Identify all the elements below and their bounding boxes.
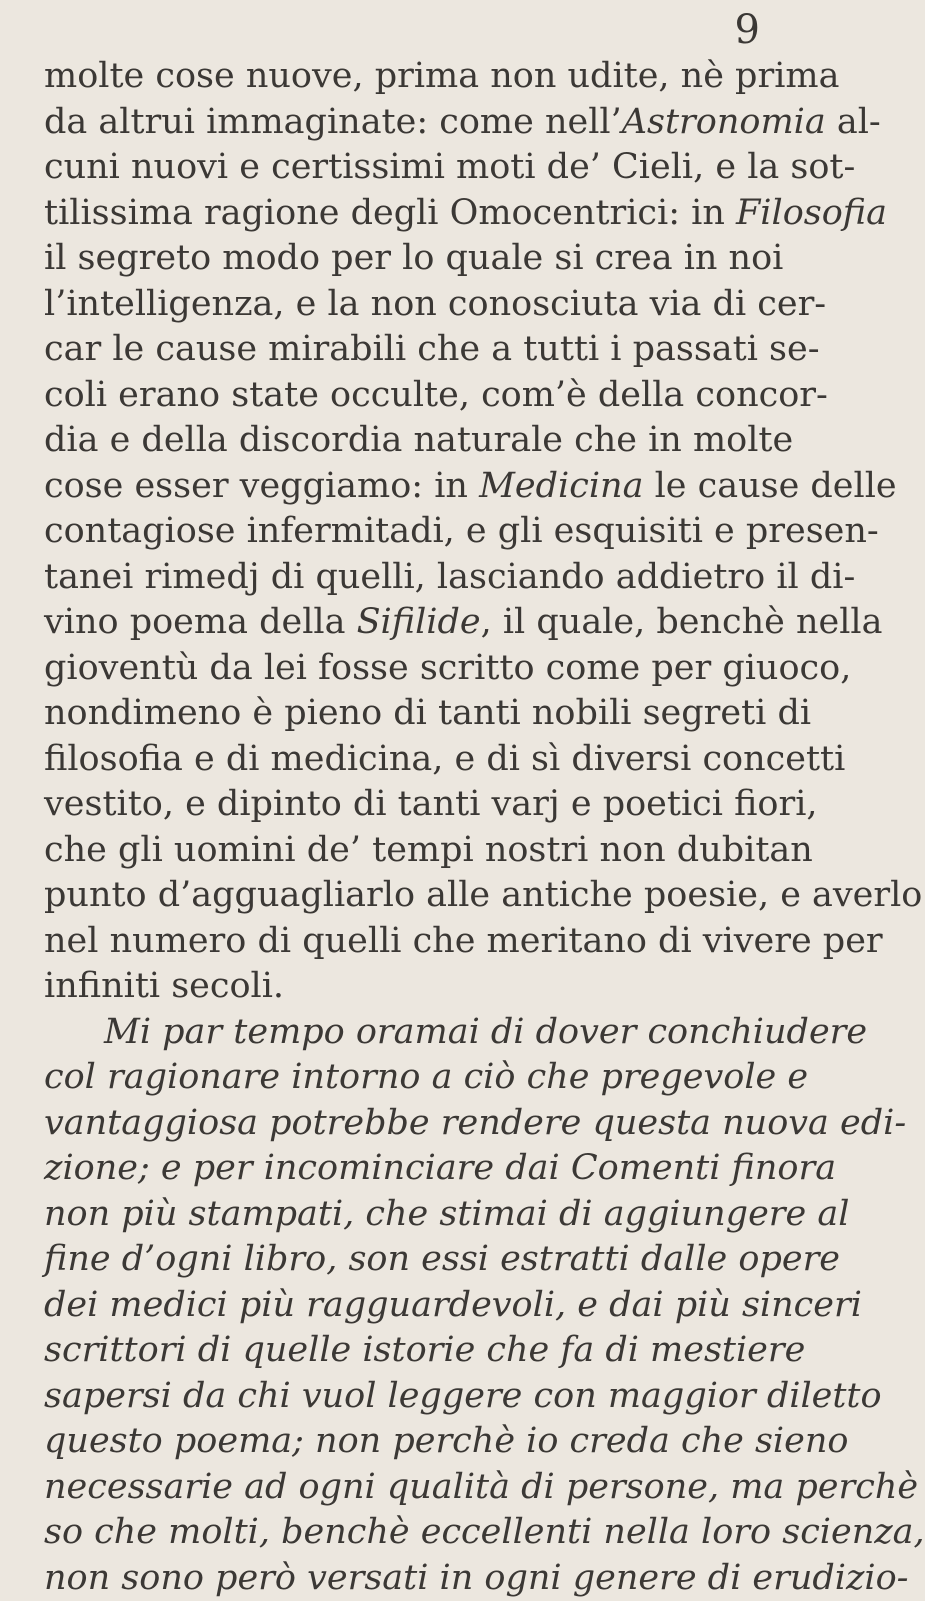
text-line [44,282,760,328]
text-segment: punto d’agguagliarlo alle antiche poesie, e averlo [44,875,922,915]
text-line [44,782,760,828]
text-line: non sono però versati in ogni genere di erudizio- [44,1556,760,1601]
italic-term: Medicina [479,466,643,506]
text-line [44,373,760,419]
text-line [44,646,760,692]
paragraph-2 [44,1010,760,1601]
text-segment: filosofia e di medicina, e di sì diversi concetti [44,739,845,779]
text-line [44,828,760,874]
text-line [44,236,760,282]
text-line [44,145,760,191]
text-line: vantaggiosa potrebbe rendere questa nuova edi- [44,1101,760,1147]
text-segment: coli erano state occulte, com’è della concor- [44,375,828,415]
text-line: questo poema; non perchè io creda che sieno [44,1419,760,1465]
text-line [44,555,760,601]
text-line: fine d’ogni libro, son essi estratti dalle opere [44,1237,760,1283]
text-line: zione; e per incominciare dai Comenti finora [44,1146,760,1192]
text-line [44,509,760,555]
paragraph-1 [44,54,760,1010]
text-line: necessarie ad ogni qualità di persone, ma perchè [44,1465,760,1511]
text-segment: car le cause mirabili che a tutti i passati se- [44,329,820,369]
text-segment: nondimeno è pieno di tanti nobili segreti di [44,693,811,733]
text-line [44,100,760,146]
text-segment: che gli uomini de’ tempi nostri non dubitan [44,830,813,870]
text-segment: nel numero di quelli che meritano di vivere per [44,921,883,961]
italic-term: Filosofia [736,193,887,233]
text-line [44,418,760,464]
text-segment: al- [826,102,881,142]
text-segment: dia e della discordia naturale che in molte [44,420,793,460]
text-line: col ragionare intorno a ciò che pregevole e [44,1055,760,1101]
text-line [44,191,760,237]
text-line: scrittori di quelle istorie che fa di mestiere [44,1328,760,1374]
text-segment: vestito, e dipinto di tanti varj e poetici fiori, [44,784,818,824]
text-line [44,464,760,510]
text-line: non più stampati, che stimai di aggiungere al [44,1192,760,1238]
text-segment: molte cose nuove, prima non udite, nè prima [44,56,839,96]
text-segment: da altrui immaginate: come nell’ [44,102,622,142]
text-line [44,600,760,646]
text-segment: le cause delle [643,466,896,506]
text-segment: l’intelligenza, e la non conosciuta via di cer- [44,284,826,324]
text-segment: il segreto modo per lo quale si crea in noi [44,238,783,278]
text-line [44,873,760,919]
text-segment: , il quale, benchè nella [481,602,883,642]
text-segment: contagiose infermitadi, e gli esquisiti e presen- [44,511,879,551]
text-line [44,327,760,373]
text-segment: cuni nuovi e certissimi moti de’ Cieli, e la sot- [44,147,855,187]
body-text [44,54,760,1601]
text-segment: vino poema della [44,602,357,642]
text-line: dei medici più ragguardevoli, e dai più sinceri [44,1283,760,1329]
text-line [44,691,760,737]
text-segment: cose esser veggiamo: in [44,466,479,506]
text-line: sapersi da chi vuol leggere con maggior diletto [44,1374,760,1420]
italic-term: Astronomia [622,102,826,142]
italic-term: Sifilide [357,602,481,642]
text-segment: tanei rimedj di quelli, lasciando addietro il di- [44,557,855,597]
text-segment: infiniti secoli. [44,966,284,1006]
text-line [44,54,760,100]
text-line: so che molti, benchè eccellenti nella loro scienza, [44,1510,760,1556]
text-line: Mi par tempo oramai di dover conchiudere [44,1010,760,1056]
text-line [44,737,760,783]
text-line [44,964,760,1010]
text-segment: gioventù da lei fosse scritto come per giuoco, [44,648,851,688]
page-number: 9 [735,10,760,50]
text-segment: tilissima ragione degli Omocentrici: in [44,193,736,233]
text-line [44,919,760,965]
